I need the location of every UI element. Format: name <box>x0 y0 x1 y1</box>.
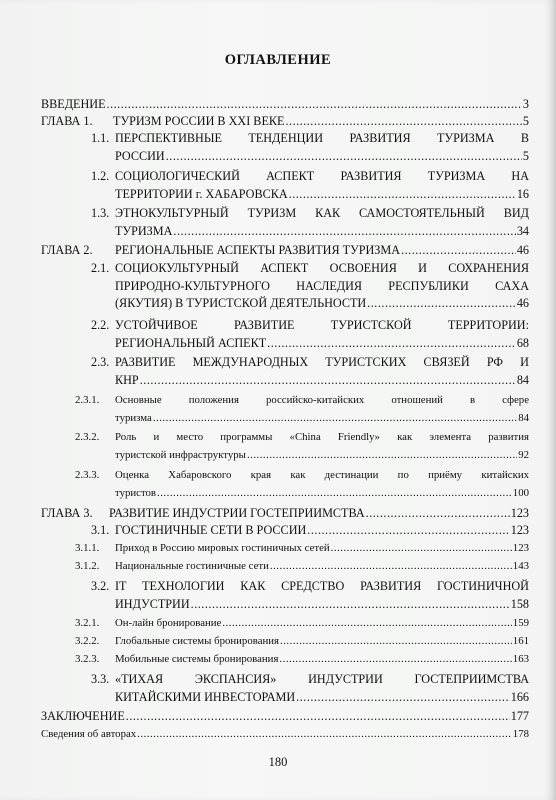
toc-entry-title-line: Глобальные системы бронирования <box>115 635 280 647</box>
dot-leader <box>107 96 522 114</box>
toc-entry-number: ГЛАВА 3. <box>41 506 93 520</box>
toc-entry-title-line: РАЗВИТИЕ ИНДУСТРИИ ГОСТЕПРИИМСТВА <box>109 506 365 520</box>
toc-entry-title-line: КИТАЙСКИМИ ИНВЕСТОРАМИ <box>115 689 296 704</box>
toc-entry-page: 159 <box>512 617 529 629</box>
dot-leader <box>166 148 522 166</box>
dot-leader <box>366 505 510 523</box>
toc-entry-title-line: «ТИХАЯ ЭКСПАНСИЯ» ИНДУСТРИИ ГОСТЕПРИИМСТВА <box>115 672 529 686</box>
toc-entry-number: 3.2.3. <box>75 653 100 665</box>
toc-entry-title-line: туристов <box>115 486 157 499</box>
dot-leader <box>126 708 510 726</box>
toc-entry-title-line: Мобильные системы бронирования <box>115 653 279 665</box>
toc-entry-title-line: ИНДУСТРИИ <box>115 596 190 611</box>
dot-leader <box>307 522 509 540</box>
toc-entry-number: ГЛАВА 2. <box>41 243 93 257</box>
toc-entry-number: 3.2.2. <box>75 635 100 647</box>
dot-leader <box>140 372 516 390</box>
toc-entry-page: 3 <box>522 97 529 111</box>
toc-entry-page: 46 <box>516 296 529 311</box>
toc-entry-number: 3.1.2. <box>75 560 100 572</box>
toc-entry-page: 68 <box>516 335 529 350</box>
toc-entry-page: 158 <box>510 596 529 611</box>
toc-entry-page: 5 <box>522 148 529 163</box>
toc-entry-title-line: (ЯКУТИЯ) В ТУРИСТСКОЙ ДЕЯТЕЛЬНОСТИ <box>115 296 367 311</box>
toc-entry-page: 34 <box>516 223 529 238</box>
toc-entry-page: 46 <box>516 243 529 257</box>
toc-entry-number: 1.2. <box>91 169 110 183</box>
toc-entry-title-line: IT ТЕХНОЛОГИИ КАК СРЕДСТВО РАЗВИТИЯ ГОСТИНИЧНОЙ <box>115 579 529 593</box>
toc-entry-page: 123 <box>510 506 529 520</box>
toc-entry-title-line: Оценка Хабаровского края как дестинации по приёму китайских <box>115 469 529 481</box>
toc-entry-page: 163 <box>512 653 529 665</box>
dot-leader <box>401 242 516 260</box>
toc-entry-number: 3.3. <box>91 672 110 686</box>
toc-entry-number: 2.3.1. <box>75 394 100 406</box>
toc-entry-page: 143 <box>512 560 529 572</box>
toc-entry-title-line: Роль и место программы «China Friendly» как элемента развития <box>115 431 529 443</box>
toc-entry-page: 84 <box>518 411 529 424</box>
toc-entry-title-line: Основные положения российско-китайских отношений в сфере <box>115 394 529 406</box>
toc-entry-number: 2.1. <box>91 261 110 275</box>
page-number: 180 <box>268 755 288 769</box>
toc-entry-title-line: Приход в Россию мировых гостиничных сетей <box>115 542 330 554</box>
toc-entry-page: 166 <box>510 689 529 704</box>
toc-entry-title-line: ВВЕДЕНИЕ <box>41 97 106 111</box>
toc-entry-title-line: туризма <box>115 411 152 424</box>
toc-entry-page: 123 <box>512 542 529 554</box>
toc-entry-title-line: туристской инфраструктуры <box>115 448 246 461</box>
toc-entry-title-line: ПРИРОДНО-КУЛЬТУРНОГО НАСЛЕДИЯ РЕСПУБЛИКИ САХА <box>115 278 529 293</box>
toc-entry-page: 84 <box>516 372 529 387</box>
toc-entry-page: 177 <box>510 709 529 723</box>
toc-entry-number: 2.2. <box>91 318 110 332</box>
dot-leader <box>173 223 515 241</box>
dot-leader <box>296 689 510 707</box>
toc-entry-number: 3.2.1. <box>75 617 100 629</box>
toc-entry-number: 1.1. <box>91 131 110 145</box>
toc-title: ОГЛАВЛЕНИЕ <box>224 52 332 68</box>
toc-entry-title-line: УСТОЙЧИВОЕ РАЗВИТИЕ ТУРИСТСКОЙ ТЕРРИТОРИИ: <box>115 318 529 332</box>
toc-entry-title-line: Национальные гостиничные сети <box>115 560 269 572</box>
dot-leader <box>222 615 511 633</box>
toc-entry-title-line: ЭТНОКУЛЬТУРНЫЙ ТУРИЗМ КАК САМОСТОЯТЕЛЬНЫЙ ВИД <box>115 206 529 220</box>
toc-entry-number: 1.3. <box>91 206 110 220</box>
toc-entry-page: 16 <box>516 186 529 201</box>
dot-leader <box>285 113 521 131</box>
toc-entry-title-line: ГОСТИНИЧНЫЕ СЕТИ В РОССИИ <box>115 523 307 537</box>
toc-entry-page: 5 <box>522 114 529 128</box>
toc-entry-number: ГЛАВА 1. <box>41 114 93 128</box>
toc-entry-title-line: РАЗВИТИЕ МЕЖДУНАРОДНЫХ ТУРИСТСКИХ СВЯЗЕЙ РФ И <box>115 355 529 369</box>
toc-entry-number: 2.3.3. <box>75 469 100 481</box>
dot-leader <box>367 295 516 313</box>
dot-leader <box>331 540 512 558</box>
dot-leader <box>289 186 516 204</box>
dot-leader <box>153 410 517 428</box>
toc-entry-page: 178 <box>512 728 529 740</box>
toc-entry-title-line: Он-лайн бронирование <box>115 617 222 629</box>
toc-entry-title-line: ТЕРРИТОРИИ г. ХАБАРОВСКА <box>115 186 288 201</box>
toc-entry-title-line: КНР <box>115 372 139 387</box>
dot-leader <box>157 485 512 503</box>
toc-entry-title-line: РОССИИ <box>115 148 165 163</box>
dot-leader <box>280 633 512 651</box>
toc-entry-page: 123 <box>510 523 529 537</box>
toc-entry-title-line: Сведения об авторах <box>41 728 137 740</box>
dot-leader <box>191 596 510 614</box>
toc-entry-title-line: РЕГИОНАЛЬНЫЕ АСПЕКТЫ РАЗВИТИЯ ТУРИЗМА <box>115 243 401 257</box>
toc-entry-title-line: СОЦИОЛОГИЧЕСКИЙ АСПЕКТ РАЗВИТИЯ ТУРИЗМА НА <box>115 169 529 183</box>
dot-leader <box>270 558 512 576</box>
toc-entry-page: 92 <box>518 448 529 461</box>
toc-entry-number: 2.3. <box>91 355 110 369</box>
toc-entry-title-line: СОЦИОКУЛЬТУРНЫЙ АСПЕКТ ОСВОЕНИЯ И СОХРАНЕНИЯ <box>115 261 529 275</box>
dot-leader <box>267 335 516 353</box>
toc-entry-page: 161 <box>512 635 529 647</box>
toc-entry-title-line: ПЕРСПЕКТИВНЫЕ ТЕНДЕНЦИИ РАЗВИТИЯ ТУРИЗМА В <box>115 131 529 145</box>
toc-entry-page: 100 <box>512 486 529 499</box>
toc-entry-number: 3.2. <box>91 579 110 593</box>
toc-entry-title-line: ТУРИЗМ РОССИИ В XXI ВЕКЕ <box>113 114 285 128</box>
toc-entry-number: 3.1. <box>91 523 110 537</box>
dot-leader <box>137 726 512 744</box>
dot-leader <box>247 447 517 465</box>
toc-entry-number: 3.1.1. <box>75 542 100 554</box>
toc-entry-title-line: РЕГИОНАЛЬНЫЙ АСПЕКТ <box>115 335 267 350</box>
dot-leader <box>279 651 511 669</box>
toc-entry-title-line: ЗАКЛЮЧЕНИЕ <box>41 709 125 723</box>
toc-entry-title-line: ТУРИЗМА <box>115 223 173 238</box>
toc-entry-number: 2.3.2. <box>75 431 100 443</box>
